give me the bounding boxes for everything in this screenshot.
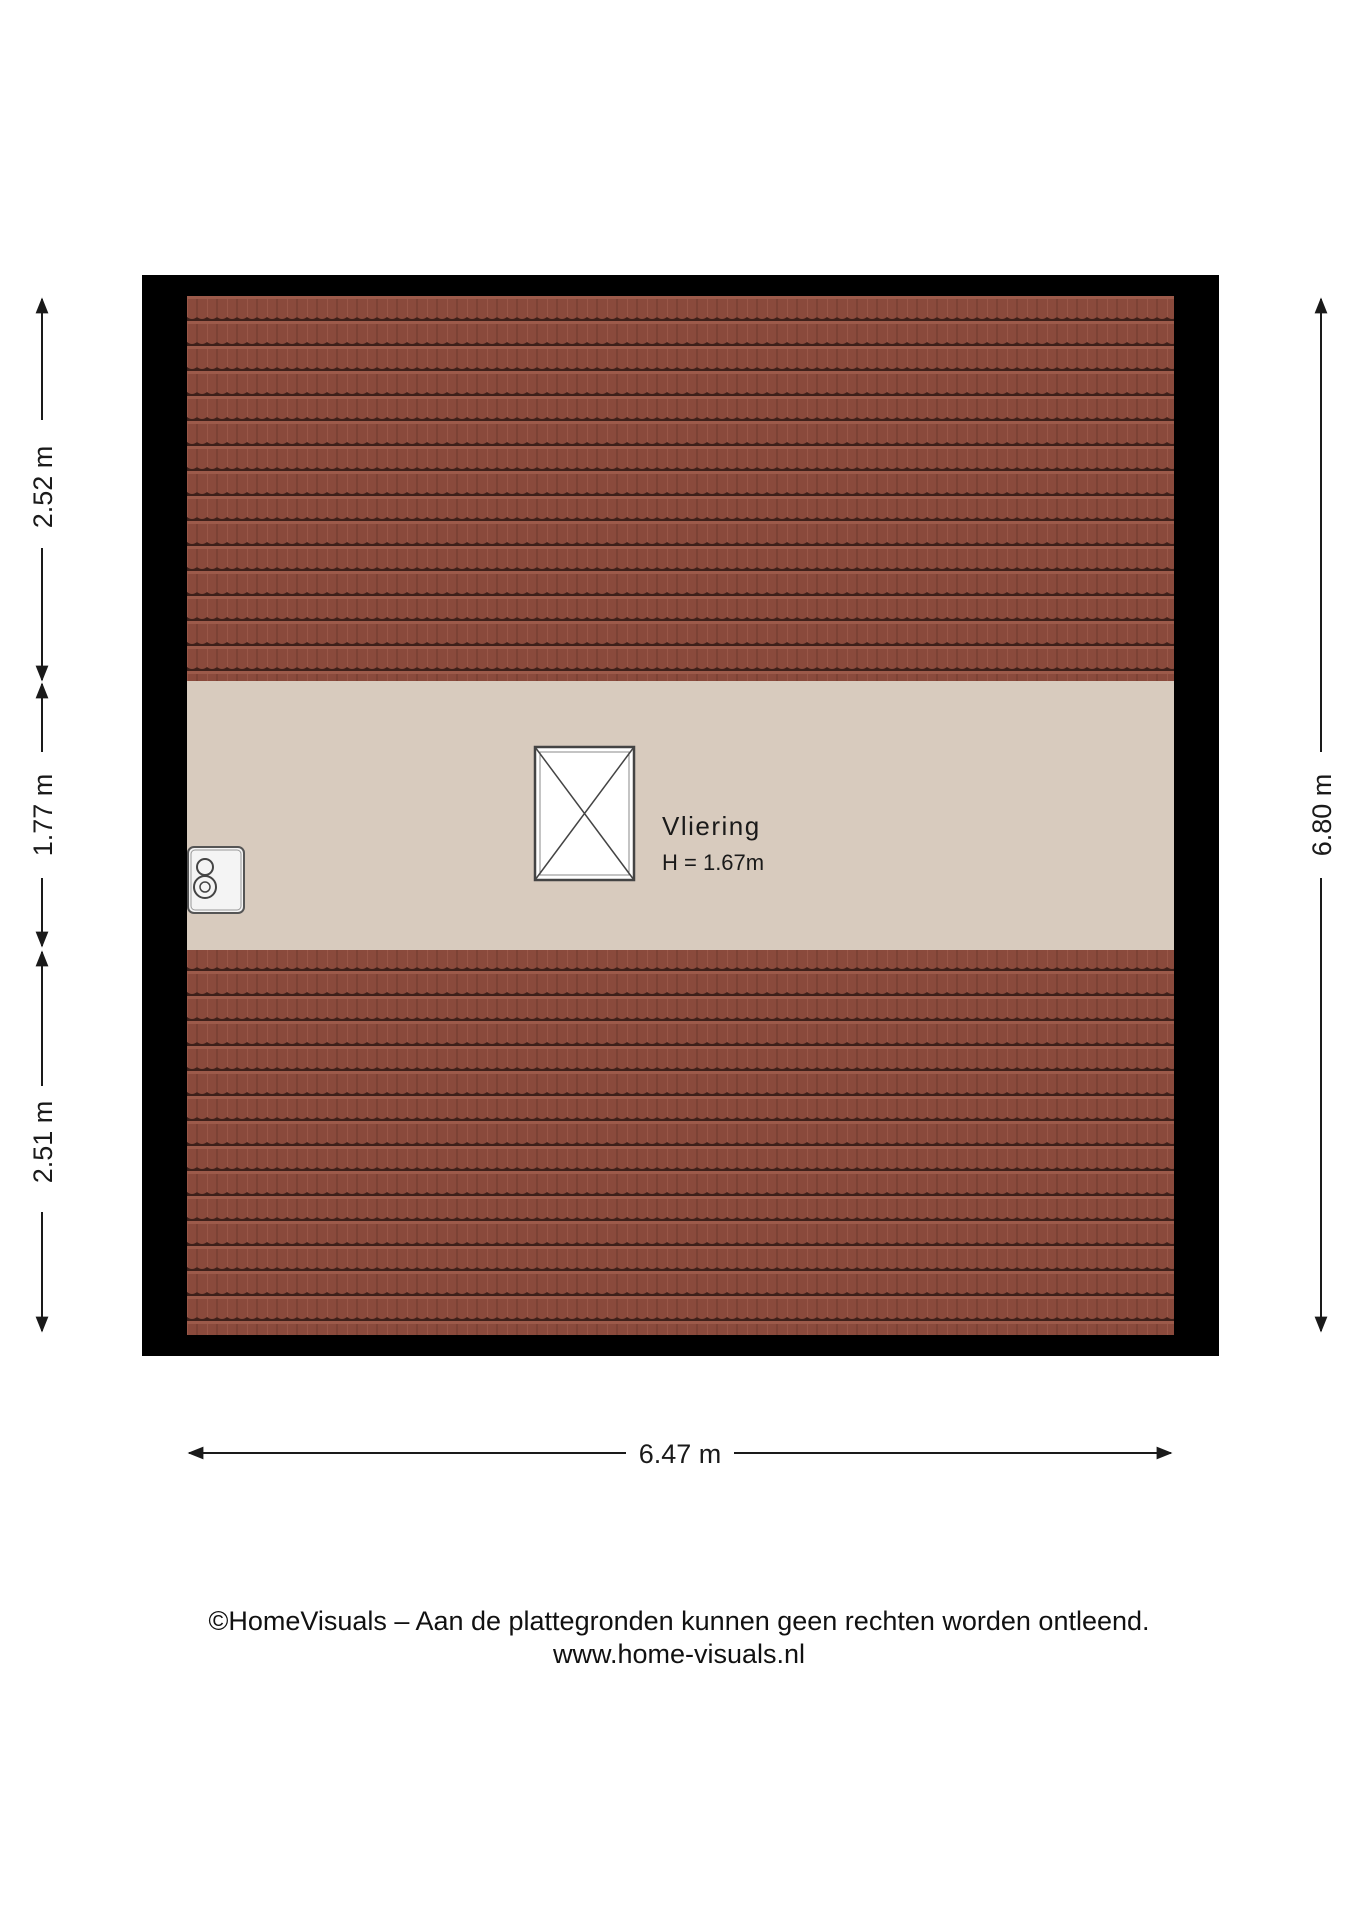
- attic-hatch-icon: [535, 747, 634, 880]
- roof-bottom: [187, 950, 1174, 1335]
- dimension-right-total: 6.80 m: [1307, 773, 1337, 857]
- room-height: H = 1.67m: [662, 850, 765, 875]
- boiler-icon: [188, 847, 244, 913]
- dimension-left-bottom: 2.51 m: [28, 1100, 58, 1184]
- room-name: Vliering: [662, 811, 761, 841]
- dimension-bottom-width: 6.47 m: [638, 1439, 722, 1469]
- dimension-left-middle: 1.77 m: [28, 773, 58, 857]
- website-link[interactable]: www.home-visuals.nl: [552, 1639, 806, 1669]
- roof-top: [187, 296, 1174, 681]
- dimension-left-top: 2.52 m: [28, 445, 58, 529]
- copyright-notice: ©HomeVisuals – Aan de plattegronden kunnen geen rechten worden ontleend.: [208, 1606, 1150, 1636]
